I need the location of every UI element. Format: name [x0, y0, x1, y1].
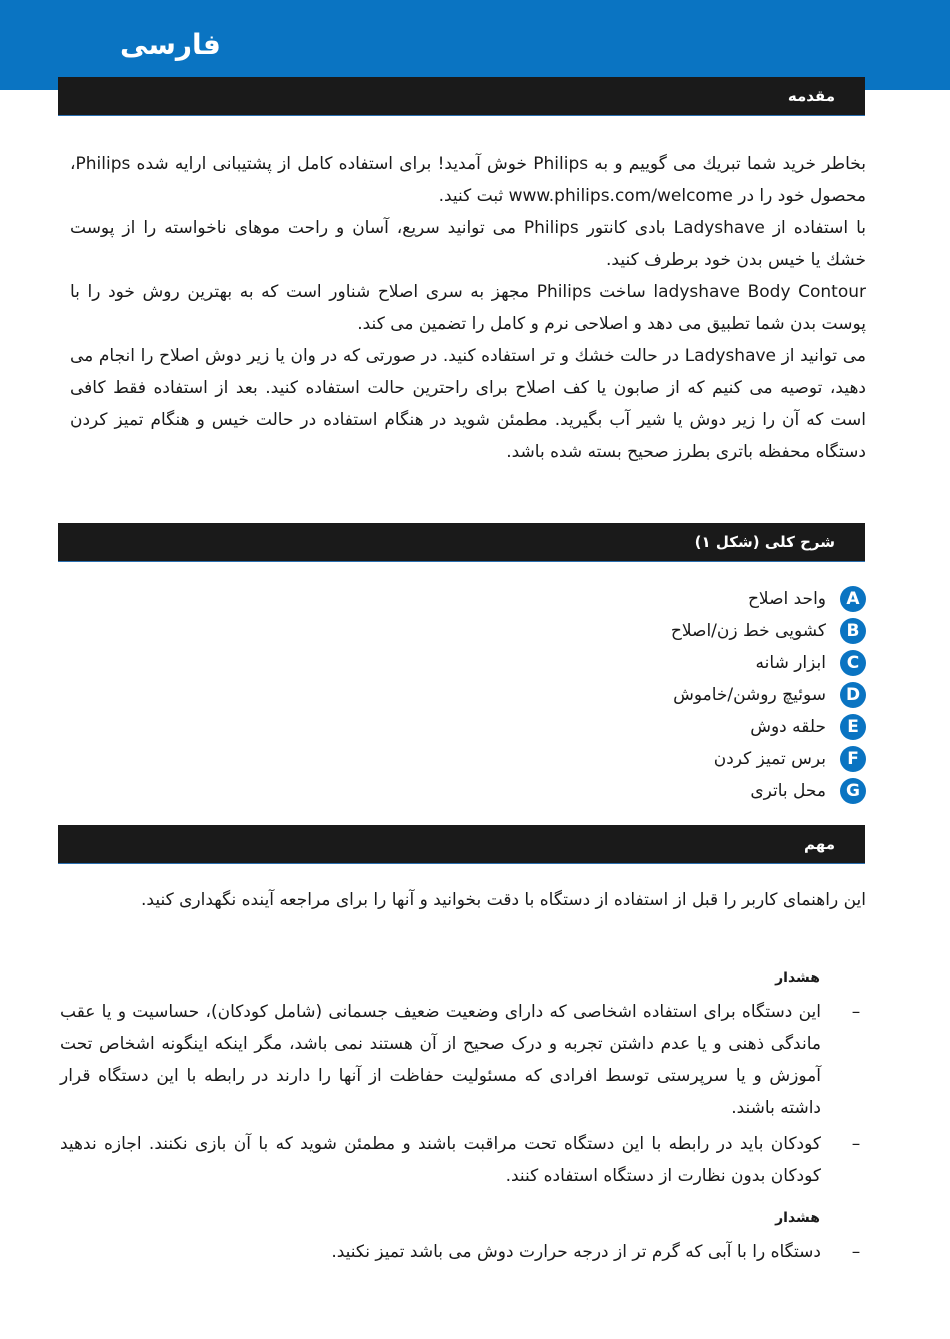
- letter-badge: A: [840, 586, 866, 612]
- intro-paragraph: با استفاده از Ladyshave بادی كانتور Philips می توانید سریع، آسان و راحت موهای ناخواسته را از پوست خشك یا خیس بدن خود برطرف كنید.: [70, 218, 866, 270]
- letter-badge: G: [840, 778, 866, 804]
- warning-list: [60, 996, 866, 1196]
- part-label: حلقه دوش: [750, 717, 826, 737]
- important-intro: [70, 884, 866, 916]
- list-item: [60, 1128, 866, 1192]
- intro-paragraph: ladyshave Body Contour ساخت Philips مجهز به سری اصلاح شناور است كه به بهترین روش خود را با پوست بدن شما تطبیق می دهد و اصلاحی نرم و كامل را تضمین می كند.: [70, 282, 866, 334]
- part-label: ابزار شانه: [755, 653, 826, 673]
- part-label: محل باتری: [750, 781, 826, 801]
- intro-paragraph: بخاطر خرید شما تبریك می گوییم و به Philips خوش آمدید! برای استفاده كامل از پشتیبانی ارایه شده Philips، محصول خود را در www.philips.com/welcome ثبت کنید.: [70, 154, 866, 206]
- list-item: [366, 615, 866, 647]
- part-label: واحد اصلاح: [747, 589, 826, 609]
- dash-marker: –: [851, 1242, 861, 1262]
- warning-list: [60, 1236, 866, 1272]
- warning-heading: هشدار: [775, 970, 820, 986]
- dash-marker: –: [851, 1134, 861, 1154]
- warning-text: دستگاه را با آبی که گرم تر از درجه حرارت دوش می باشد تمیز نکنید.: [331, 1242, 821, 1262]
- warning-text: کودکان باید در رابطه با این دستگاه تحت مراقبت باشند و مطمئن شوید که با آن بازی نکنند. اجازه ندهید کودکان بدون نظارت از دستگاه استفاده کنند.: [60, 1134, 821, 1186]
- letter-badge: D: [840, 682, 866, 708]
- section-header-important: مهم: [58, 825, 865, 863]
- part-label: سوئیچ روشن/خاموش: [673, 685, 826, 705]
- list-item: [366, 743, 866, 775]
- section-header-intro: مقدمه: [58, 77, 865, 115]
- important-paragraph: این راهنمای کاربر را قبل از استفاده از دستگاه با دقت بخوانید و آنها را برای مراجعه آینده نگهداری کنید.: [141, 890, 866, 910]
- list-item: [60, 1236, 866, 1268]
- list-item: [366, 775, 866, 807]
- letter-badge: F: [840, 746, 866, 772]
- intro-text: [70, 148, 866, 468]
- list-item: [60, 996, 866, 1124]
- letter-badge: E: [840, 714, 866, 740]
- language-title: فارسی: [120, 28, 221, 61]
- warning-text: این دستگاه برای استفاده اشخاصی که دارای وضعیت ضعیف جسمانی (شامل کودکان)، حساسیت و یا عقب ماندگی ذهنی و یا عدم داشتن تجربه و درک صحیح از آن هستند نمی باشد، مگر اینکه اینگونه اشخاص تحت آموزش و یا سرپرستی توسط افرادی که مسئولیت حفاظت از آنها را دارند در رابطه با این دستگاه قرار داشته باشند.: [60, 1002, 821, 1118]
- letter-badge: C: [840, 650, 866, 676]
- list-item: [366, 711, 866, 743]
- letter-badge: B: [840, 618, 866, 644]
- part-label: کشویی خط زن/اصلاح: [670, 621, 826, 641]
- intro-paragraph: می توانید از Ladyshave در حالت خشك و تر استفاده كنید. در صورتی كه در وان یا زیر دوش اصلاح را انجام می دهید، توصیه می كنیم كه از صابون یا كف اصلاح برای راحترین حالت استفاده كنید. بعد از استفاده فقط كافی است كه آن را زیر دوش یا شیر آب بگیرید. مطمئن شوید در هنگام استفاده در حالت خیس و هنگام تمیز كردن دستگاه محفظه باتری بطرز صحیح بسته شده باشد.: [70, 346, 866, 462]
- list-item: [366, 583, 866, 615]
- list-item: [366, 679, 866, 711]
- list-item: [366, 647, 866, 679]
- dash-marker: –: [851, 1002, 861, 1022]
- part-label: برس تمیز کردن: [713, 749, 826, 769]
- parts-list: [366, 583, 866, 807]
- warning-heading: هشدار: [775, 1210, 820, 1226]
- section-header-overview: شرح کلی (شکل ۱): [58, 523, 865, 561]
